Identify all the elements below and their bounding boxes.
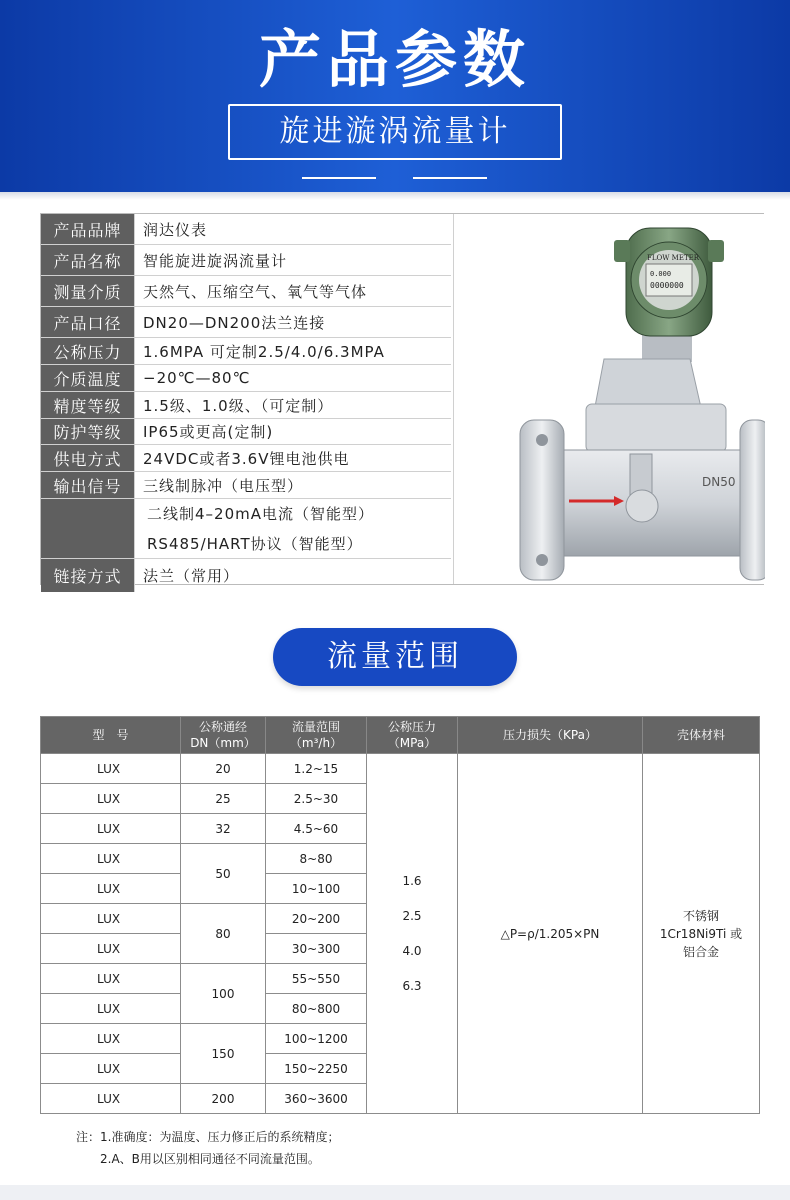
- range-cell: 30~300: [266, 934, 367, 964]
- dn-cell: 32: [181, 814, 266, 844]
- spec-row: [41, 559, 451, 592]
- model-cell: LUX: [41, 784, 181, 814]
- spec-label: 防护等级: [41, 419, 135, 444]
- model-cell: LUX: [41, 1084, 181, 1114]
- model-cell: LUX: [41, 994, 181, 1024]
- spec-row: [41, 472, 451, 499]
- footer-band: [0, 1185, 790, 1200]
- body-upper: [586, 404, 726, 452]
- spec-row: [41, 445, 451, 472]
- subtitle-box: 旋进漩涡流量计: [228, 104, 562, 160]
- spec-label: 链接方式: [41, 559, 135, 592]
- header-range: 流量范围 （m³/h）: [266, 717, 367, 754]
- range-cell: 20~200: [266, 904, 367, 934]
- flowmeter-illustration: [454, 214, 765, 584]
- dn-cell: 80: [181, 904, 266, 964]
- range-cell: 10~100: [266, 874, 367, 904]
- dn-cell: 50: [181, 844, 266, 904]
- range-cell: 55~550: [266, 964, 367, 994]
- range-cell: 150~2250: [266, 1054, 367, 1084]
- spec-label: 介质温度: [41, 365, 135, 391]
- lcd-line-2: 0000000: [650, 281, 684, 290]
- range-cell: 360~3600: [266, 1084, 367, 1114]
- spec-label: 供电方式: [41, 445, 135, 471]
- model-cell: LUX: [41, 844, 181, 874]
- spec-label: 产品品牌: [41, 214, 135, 244]
- page-title: 产品参数: [258, 23, 531, 96]
- spec-label: 精度等级: [41, 392, 135, 418]
- model-cell: LUX: [41, 1024, 181, 1054]
- spec-row: [41, 392, 451, 419]
- body-marking: DN50: [702, 475, 736, 489]
- spec-value: 智能旋进旋涡流量计: [143, 251, 288, 270]
- range-cell: 100~1200: [266, 1024, 367, 1054]
- spec-value: 天然气、压缩空气、氧气等气体: [143, 282, 368, 301]
- spec-table: [40, 213, 764, 585]
- model-cell: LUX: [41, 754, 181, 784]
- product-image: [453, 214, 764, 584]
- spec-value: [135, 499, 451, 558]
- spec-row: [41, 419, 451, 445]
- meter-label: FLOW METER: [647, 254, 699, 262]
- dn-cell: 100: [181, 964, 266, 1024]
- divider-right: [413, 177, 487, 179]
- spec-value: IP65或更高(定制): [143, 423, 274, 441]
- model-cell: LUX: [41, 964, 181, 994]
- spec-label: 产品名称: [41, 245, 135, 275]
- spec-value-line: RS485/HART协议（智能型）: [147, 534, 363, 553]
- spec-label: 测量介质: [41, 276, 135, 306]
- spec-label: 输出信号: [41, 472, 135, 498]
- spec-row: [41, 245, 451, 276]
- range-cell: 80~800: [266, 994, 367, 1024]
- range-cell: 8~80: [266, 844, 367, 874]
- note-line-1: 注：1.准确度：为温度、压力修正后的系统精度；: [76, 1130, 340, 1144]
- material-cell: 不锈钢 1Cr18Ni9Ti 或 铝合金: [643, 754, 760, 1114]
- spec-row: [41, 338, 451, 365]
- spec-value: 1.5级、1.0级、（可定制）: [143, 396, 334, 415]
- model-cell: LUX: [41, 1054, 181, 1084]
- model-cell: LUX: [41, 934, 181, 964]
- dn-cell: 150: [181, 1024, 266, 1084]
- table-row: [41, 754, 760, 784]
- model-cell: LUX: [41, 814, 181, 844]
- spec-row: [41, 276, 451, 307]
- notes: [76, 1126, 339, 1170]
- lcd-line-1: 0.000: [650, 270, 672, 278]
- spec-label: [41, 499, 135, 558]
- divider-left: [302, 177, 376, 179]
- header-pressure: 公称压力 （MPa）: [367, 717, 458, 754]
- spec-row: [41, 214, 451, 245]
- header-material: 壳体材料: [643, 717, 760, 754]
- spec-label: 公称压力: [41, 338, 135, 364]
- table-header-row: [41, 717, 760, 754]
- pressure-cell: 1.6 2.5 4.0 6.3: [367, 754, 458, 1114]
- range-cell: 2.5~30: [266, 784, 367, 814]
- header-shadow: [0, 192, 790, 200]
- spec-value: 润达仪表: [143, 220, 208, 239]
- spec-value: 24VDC或者3.6V锂电池供电: [143, 449, 350, 468]
- dn-cell: 25: [181, 784, 266, 814]
- spec-value: −20℃—80℃: [143, 369, 251, 387]
- dn-cell: 200: [181, 1084, 266, 1114]
- model-cell: LUX: [41, 874, 181, 904]
- range-cell: 1.2~15: [266, 754, 367, 784]
- spec-value: 1.6MPA 可定制2.5/4.0/6.3MPA: [143, 342, 385, 361]
- loss-cell: △P=ρ/1.205×PN: [458, 754, 643, 1114]
- spec-value: 三线制脉冲（电压型）: [143, 476, 304, 495]
- spec-row: [41, 365, 451, 392]
- header-loss: 压力损失（KPa）: [458, 717, 643, 754]
- model-cell: LUX: [41, 904, 181, 934]
- spec-row: [41, 499, 451, 559]
- section-title: 流量范围: [273, 628, 517, 686]
- flow-range-table: [40, 716, 760, 1114]
- spec-label: 产品口径: [41, 307, 135, 337]
- header-banner: [0, 0, 790, 192]
- flange-right: [740, 420, 765, 580]
- spec-value: 法兰（常用）: [143, 567, 240, 585]
- dn-cell: 20: [181, 754, 266, 784]
- spec-value-line: 二线制4–20mA电流（智能型）: [147, 504, 375, 523]
- header-model: 型 号: [41, 717, 181, 754]
- spec-rows: [41, 214, 451, 592]
- header-dn: 公称通经 DN（mm）: [181, 717, 266, 754]
- lcd-display: [646, 264, 692, 296]
- spec-value: DN20—DN200法兰连接: [143, 313, 326, 332]
- spec-row: [41, 307, 451, 338]
- range-cell: 4.5~60: [266, 814, 367, 844]
- note-line-2: 2.A、B用以区别相同通径不同流量范围。: [100, 1152, 320, 1166]
- sensor-knob: [626, 490, 658, 522]
